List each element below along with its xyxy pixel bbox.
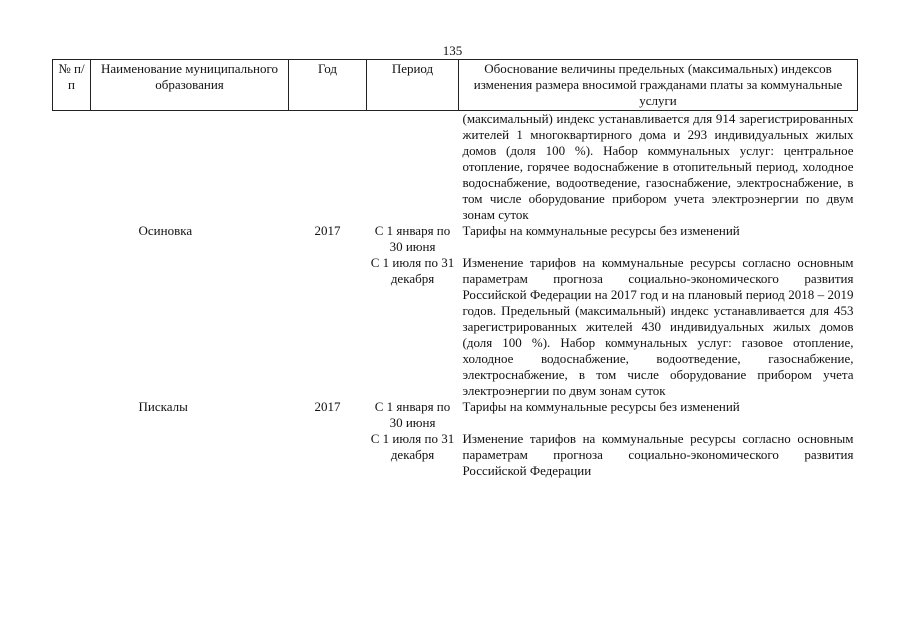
justification-text: Изменение тарифов на коммунальные ресурсы согласно основным параметрам прогноза социально-экономического развития Российской Федерации xyxy=(462,431,854,478)
table-header-row xyxy=(53,60,858,111)
header-period: Период xyxy=(367,60,459,111)
period-cell: С 1 июля по 31 декабря xyxy=(370,431,455,462)
table-row xyxy=(53,399,858,431)
municipality-name: Осиновка xyxy=(138,223,193,238)
year-cell: 2017 xyxy=(314,223,341,238)
table-row xyxy=(53,255,858,399)
justification-text: Тарифы на коммунальные ресурсы без изменений xyxy=(462,399,740,414)
continuation-text: (максимальный) индекс устанавливается для 914 зарегистрированных жителей 1 многоквартирного дома и 293 индивидуальных жилых домов (доля 100 %). Набор коммунальных услуг: центральное отопление, горячее водоснабжение в отопительный период, холодное водоснабжение, водоотведение, газоснабжение, электроснабжение, в том числе оборудование прибором учета электроэнергии по двум зонам суток xyxy=(462,111,854,222)
municipality-name: Пискалы xyxy=(138,399,188,414)
header-year: Год xyxy=(289,60,367,111)
period-cell: С 1 января по 30 июня xyxy=(374,223,451,254)
header-number: № п/п xyxy=(53,60,91,111)
period-cell: С 1 января по 30 июня xyxy=(374,399,451,430)
justification-text: Изменение тарифов на коммунальные ресурсы согласно основным параметрам прогноза социально-экономического развития Российской Федерации на 2017 год и на плановый период 2018 – 2019 годов. Предельный (максимальный) индекс устанавливается для 453 зарегистрированных жителей 430 индивидуальных жилых домов (доля 100 %). Набор коммунальных услуг: газовое отопление, холодное водоснабжение, водоотведение, газоснабжение, электроснабжение, в том числе оборудование прибором учета электроэнергии по двум зонам суток xyxy=(462,255,854,398)
continuation-row xyxy=(53,111,858,224)
table-row xyxy=(53,223,858,255)
year-cell: 2017 xyxy=(314,399,341,414)
header-municipality: Наименование муниципального образования xyxy=(91,60,289,111)
table-row xyxy=(53,431,858,479)
period-cell: С 1 июля по 31 декабря xyxy=(370,255,455,286)
header-justification: Обоснование величины предельных (максимальных) индексов изменения размера вносимой гражданами платы за коммунальные услуги xyxy=(459,60,858,111)
justification-text: Тарифы на коммунальные ресурсы без изменений xyxy=(462,223,740,238)
page-number: 135 xyxy=(442,43,463,58)
tariff-table xyxy=(52,59,858,479)
